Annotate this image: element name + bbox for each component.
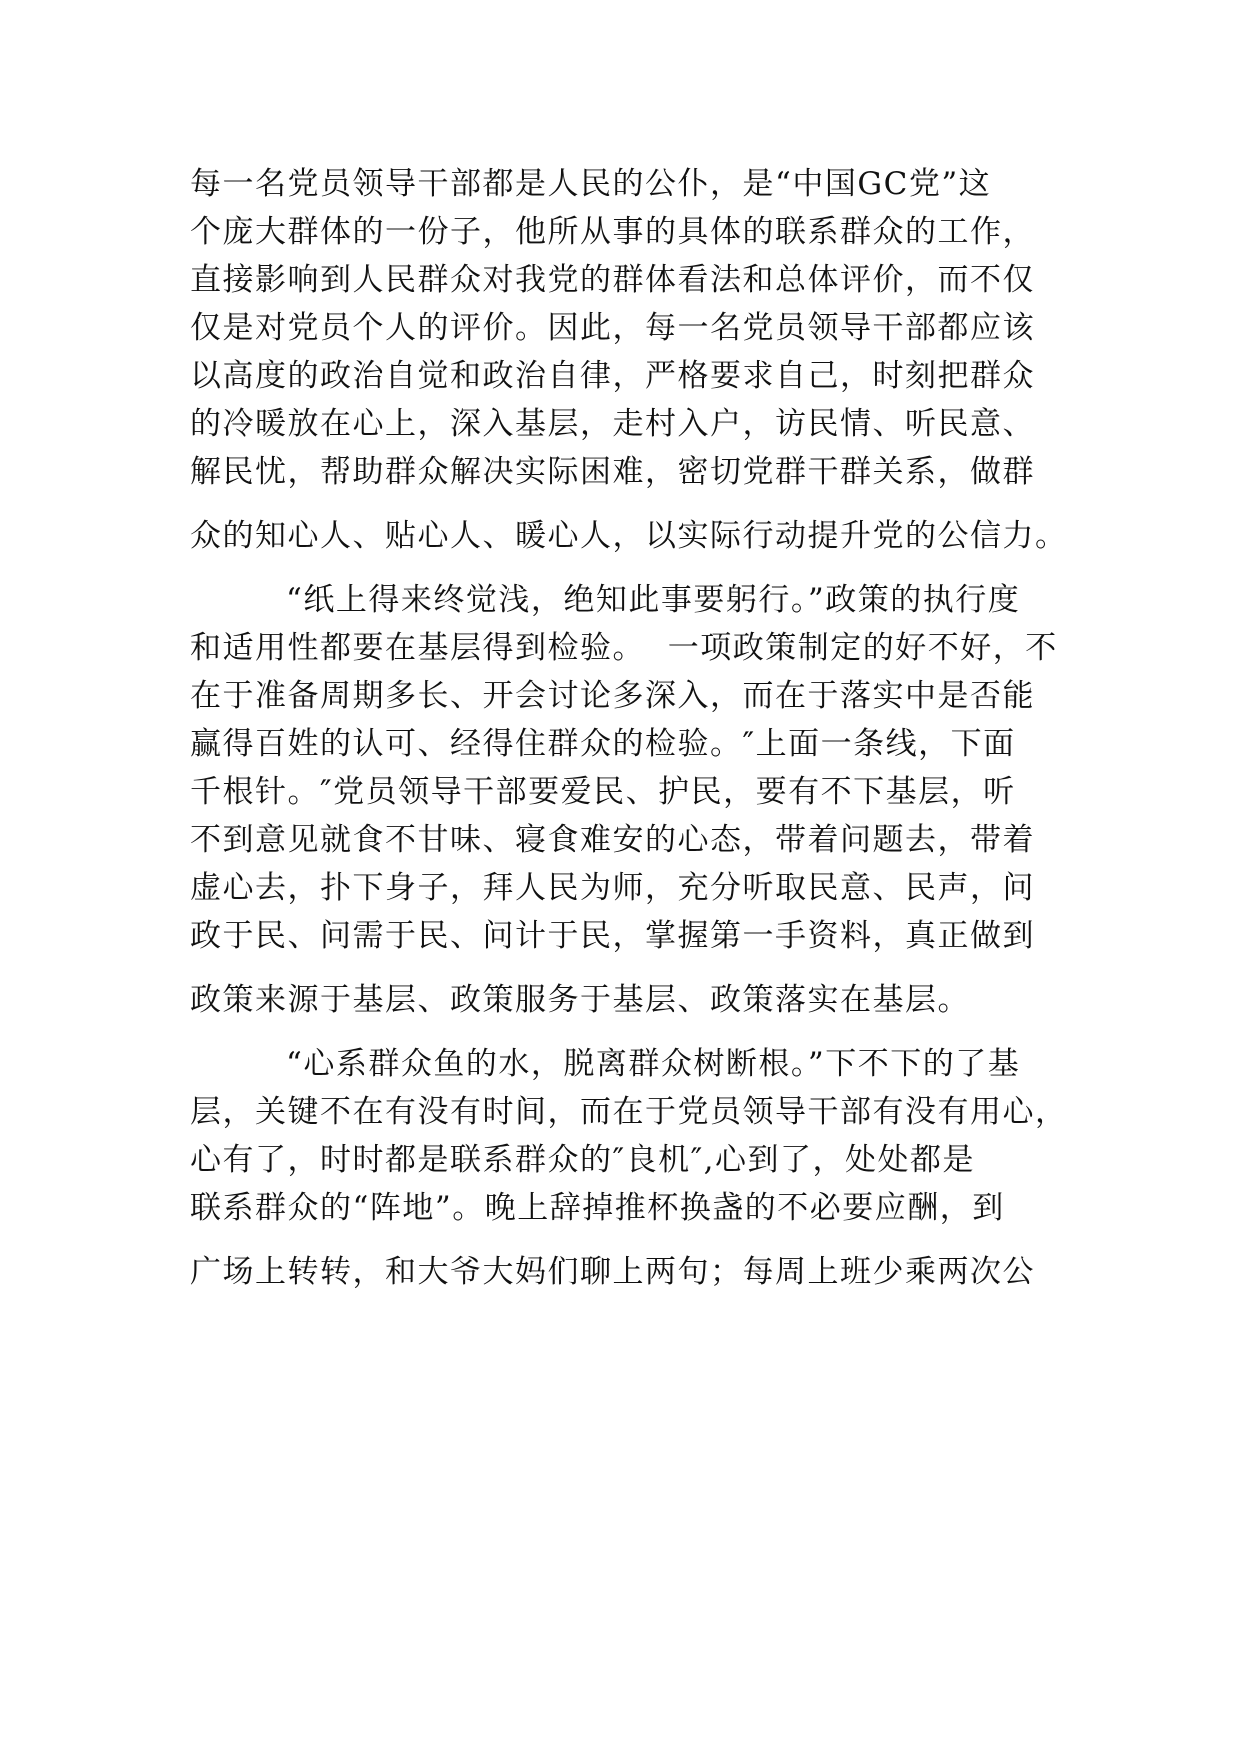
text-line: 解民忧，帮助群众解决实际困难，密切党群干群关系，做群	[190, 454, 1035, 490]
text-line: 众的知心人、贴心人、暖心人，以实际行动提升党的公信力。	[190, 518, 1068, 554]
text-line: 个庞大群体的一份子，他所从事的具体的联系群众的工作，	[190, 214, 1035, 250]
paragraph-3	[190, 1024, 1070, 1296]
text-line: 仅是对党员个人的评价。因此，每一名党员领导干部都应该	[190, 310, 1035, 346]
text-line: “纸上得来终觉浅，绝知此事要躬行。”政策的执行度	[286, 582, 1021, 618]
text-line: “心系群众鱼的水，脱离群众树断根。”下不下的了基	[286, 1046, 1021, 1082]
document-body	[190, 160, 1070, 1296]
text-line: 赢得百姓的认可、经得住群众的检验。″上面一条线，下面	[190, 726, 1016, 762]
text-line: 广场上转转，和大爷大妈们聊上两句；每周上班少乘两次公	[190, 1254, 1035, 1290]
paragraph-1	[190, 160, 1070, 560]
text-line: 在于准备周期多长、开会讨论多深入，而在于落实中是否能	[190, 678, 1035, 714]
text-line: 虚心去，扑下身子，拜人民为师，充分听取民意、民声，问	[190, 870, 1035, 906]
text-line: 直接影响到人民群众对我党的群体看法和总体评价，而不仅	[190, 262, 1035, 298]
text-line: 心有了，时时都是联系群众的″良机″,心到了，处处都是	[190, 1142, 976, 1178]
text-line: 政策来源于基层、政策服务于基层、政策落实在基层。	[190, 982, 970, 1018]
text-line: 每一名党员领导干部都是人民的公仆，是“中国GC党”这	[190, 166, 992, 202]
text-line: 的冷暖放在心上，深入基层，走村入户，访民情、听民意、	[190, 406, 1035, 442]
text-line: 和适用性都要在基层得到检验。 一项政策制定的好不好，不	[190, 630, 1058, 666]
paragraph-2	[190, 560, 1070, 1024]
text-line: 层，关键不在有没有时间，而在于党员领导干部有没有用心，	[190, 1094, 1068, 1130]
text-line: 以高度的政治自觉和政治自律，严格要求自己，时刻把群众	[190, 358, 1035, 394]
text-line: 千根针。″党员领导干部要爱民、护民，要有不下基层，听	[190, 774, 1016, 810]
text-line: 不到意见就食不甘味、寝食难安的心态，带着问题去，带着	[190, 822, 1035, 858]
text-line: 联系群众的“阵地”。晚上辞掉推杯换盏的不必要应酬，到	[190, 1190, 1005, 1226]
text-line: 政于民、问需于民、问计于民，掌握第一手资料，真正做到	[190, 918, 1035, 954]
